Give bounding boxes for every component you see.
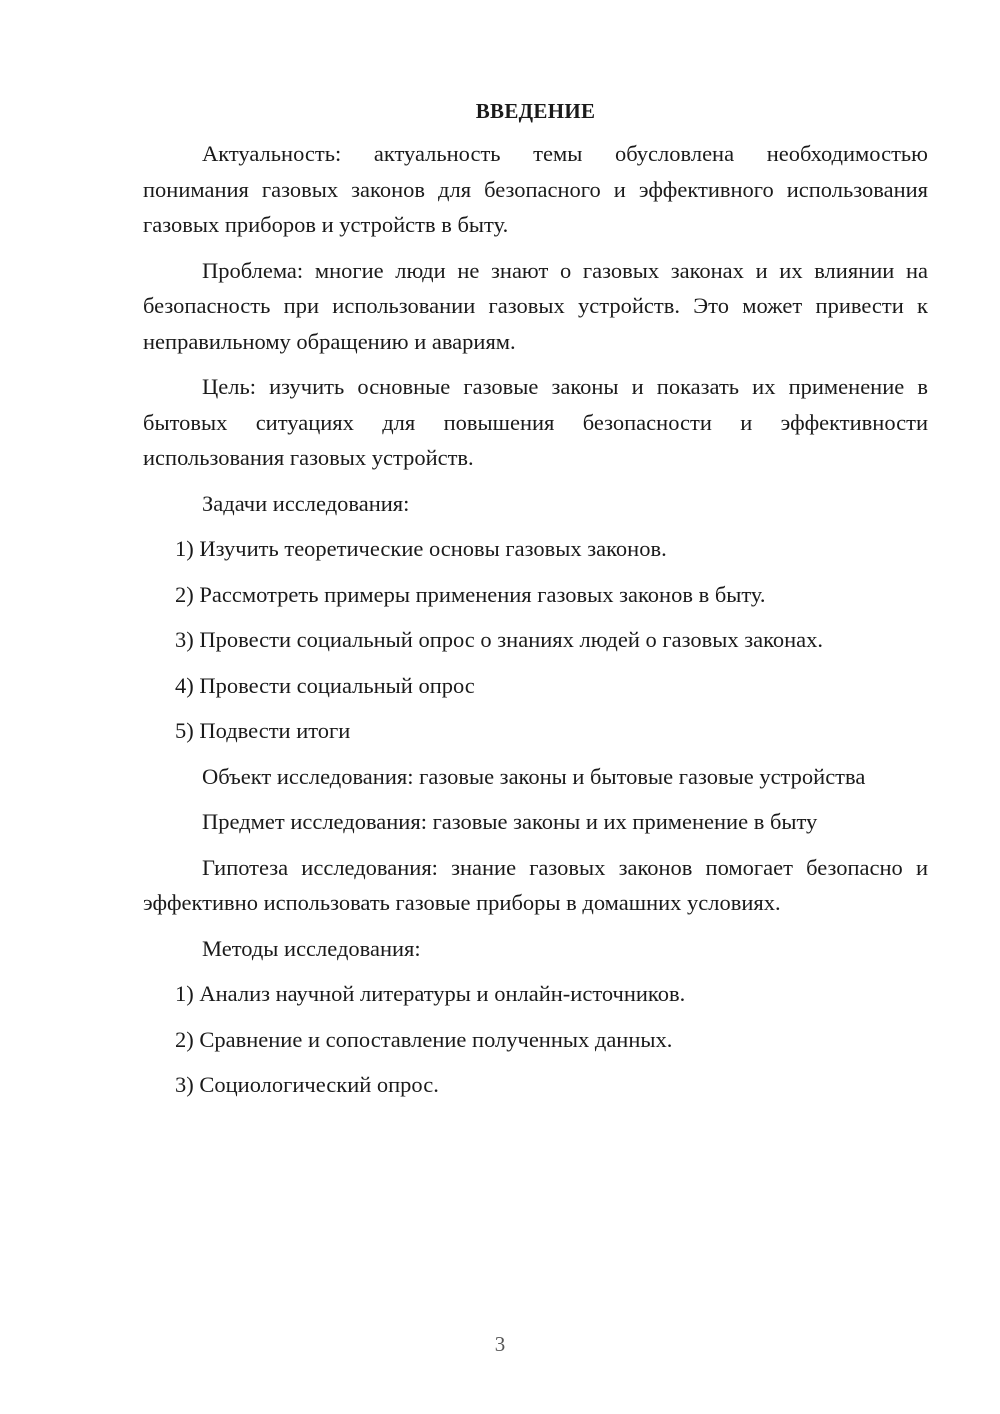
list-item: 2) Рассмотреть примеры применения газовых законов в быту. [175,581,766,607]
paragraph-hypothesis: Гипотеза исследования: знание газовых законов помогает безопасно и эффективно использовать газовые приборы в домашних условиях. [143,854,928,915]
list-item: 1) Анализ научной литературы и онлайн-источников. [175,981,686,1006]
paragraph-object: Объект исследования: газовые законы и бытовые газовые устройства [202,763,866,789]
paragraph-problem: Проблема: многие люди не знают о газовых законах и их влиянии на безопасность при использовании газовых устройств. Это может привести к неправильному обращению и авариям. [143,257,928,354]
tasks-list [143,531,928,749]
list-item: 3) Провести социальный опрос о знаниях людей о газовых законах. [175,627,824,652]
paragraph-relevance: Актуальность: актуальность темы обусловлена необходимостью понимания газовых законов для безопасного и эффективного использования газовых приборов и устройств в быту. [143,141,928,237]
list-item: 1) Изучить теоретические основы газовых законов. [175,536,667,561]
list-item: 3) Социологический опрос. [175,1072,439,1097]
list-item: 5) Подвести итоги [175,718,351,743]
list-item: 4) Провести социальный опрос [175,672,475,698]
tasks-heading: Задачи исследования: [202,490,410,516]
paragraph-subject: Предмет исследования: газовые законы и их применение в быту [202,809,818,834]
paragraph-goal: Цель: изучить основные газовые законы и показать их применение в бытовых ситуациях для повышения безопасности и эффективности использования газовых устройств. [143,374,928,470]
methods-heading: Методы исследования: [202,935,421,961]
page-number: 3 [494,1332,506,1356]
methods-list [143,976,928,1103]
document-page [143,96,928,1113]
list-item: 2) Сравнение и сопоставление полученных данных. [175,1026,673,1052]
page-title: ВВЕДЕНИЕ [475,99,596,123]
